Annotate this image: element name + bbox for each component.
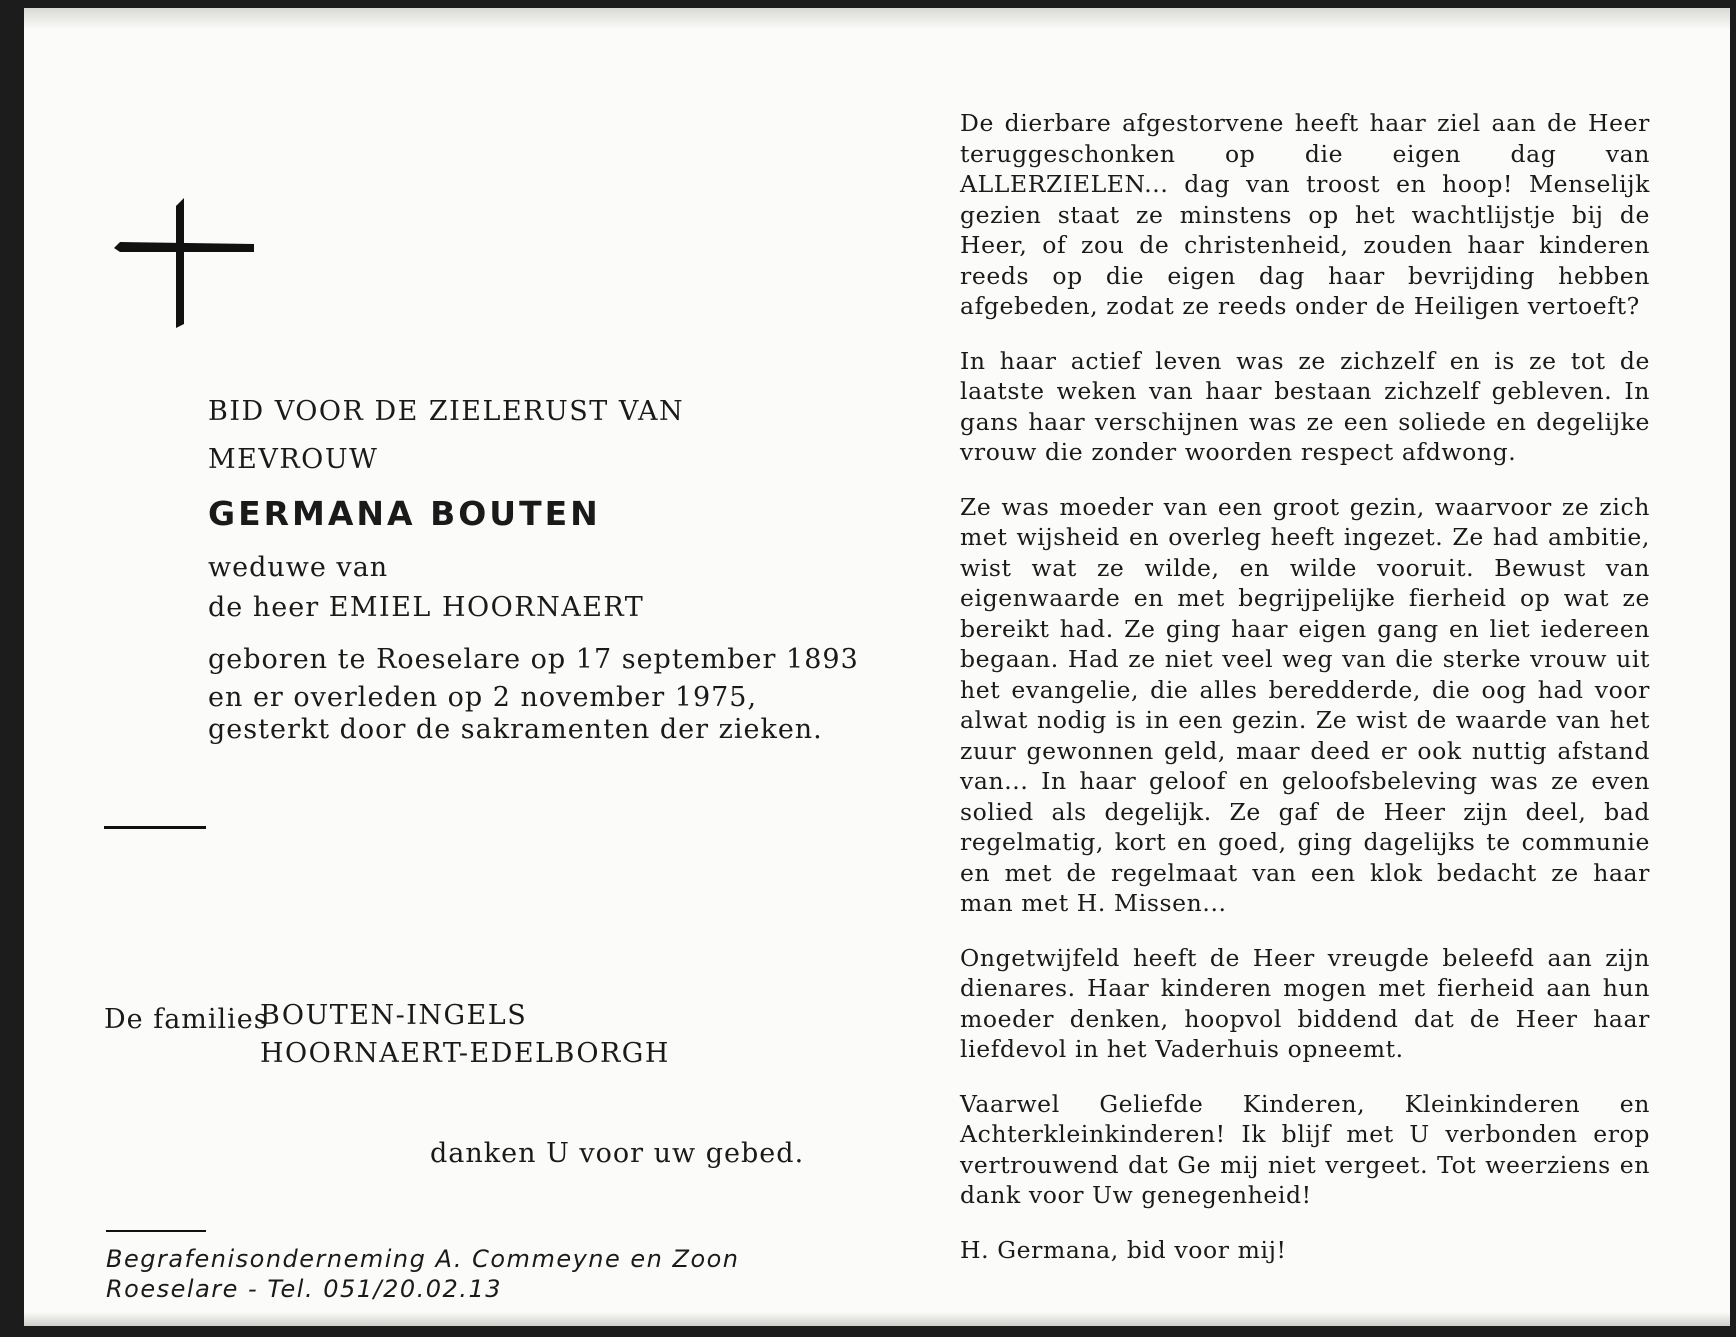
sacraments-line: gesterkt door de sakramenten der zieken. — [208, 714, 823, 745]
closing-prayer: H. Germana, bid voor mij! — [960, 1235, 1287, 1264]
prayer-request-heading: BID VOOR DE ZIELERUST VAN — [208, 396, 685, 427]
funeral-home-name: Begrafenisonderneming A. Commeyne en Zoon — [106, 1245, 740, 1273]
top-edge-shadow — [24, 8, 1730, 30]
eulogy-paragraph-2: In haar actief leven was ze zichzelf en is ze tot de laatste weken van haar bestaan zichzelf gebleven. In gans haar verschijnen was ze een soliede en degelijke vrouw die zonder woorden respect afdwong. — [960, 346, 1650, 466]
divider — [104, 826, 206, 829]
eulogy-paragraph-1: De dierbare afgestorvene heeft haar ziel aan de Heer teruggeschonken op die eigen dag van ALLERZIELEN... dag van troost en hoop! Menselijk gezien staat ze minstens op het wachtlijstje bij de Heer, of zou de christenheid, zouden haar kinderen reeds op die eigen dag haar bevrijding hebben afgebeden, zodat ze reeds onder de Heiligen vertoeft? — [960, 109, 1650, 320]
eulogy-paragraph-5: Vaarwel Geliefde Kinderen, Kleinkinderen en Achterkleinkinderen! Ik blijf met U verbonden erop vertrouwend dat Ge mij niet vergeet. Tot weerziens en dank voor Uw genegenheid! — [960, 1089, 1650, 1209]
family-name-1: BOUTEN-INGELS — [260, 1000, 528, 1031]
memorial-card — [24, 8, 1730, 1326]
widow-of-label: weduwe van — [208, 552, 389, 583]
death-line: en er overleden op 2 november 1975, — [208, 682, 758, 713]
thanks-line: danken U voor uw gebed. — [430, 1138, 805, 1169]
husband-line — [208, 592, 644, 623]
funeral-home-contact: Roeselare - Tel. 051/20.02.13 — [106, 1275, 502, 1303]
latin-cross-icon — [114, 198, 254, 328]
eulogy-paragraph-4: Ongetwijfeld heeft de Heer vreugde beleefd aan zijn dienares. Haar kinderen mogen met fierheid aan hun moeder denken, hoopvol biddend dat de Heer haar liefdevol in het Vaderhuis opneemt. — [960, 943, 1650, 1063]
funeral-home-imprint — [106, 1244, 740, 1304]
families-label: De families — [104, 1004, 269, 1035]
husband-name: EMIEL HOORNAERT — [328, 592, 645, 623]
bottom-edge-shadow — [24, 1312, 1730, 1326]
eulogy-paragraph-3: Ze was moeder van een groot gezin, waarvoor ze zich met wijsheid en overleg heeft ingezet. Ze had ambitie, wist wat ze wilde, en wilde vooruit. Bewust van eigenwaarde en met begrijpelijke fierheid op wat ze bereikt had. Ze ging haar eigen gang en liet iedereen begaan. Had ze niet veel weg van die sterke vrouw uit het evangelie, die alles beredderde, die oog had voor alwat nodig is in een gezin. Ze wist de waarde van het zuur gewonnen geld, maar deed er ook nuttig afstand van... In haar geloof en geloofsbeleving was ze even solied als degelijk. Ze gaf de Heer zijn deel, bad regelmatig, kort en goed, ging dagelijks te communie en met de regelmaat van een klok bedacht ze haar man met H. Missen... — [960, 492, 1650, 917]
footer-divider — [106, 1230, 206, 1232]
husband-prefix: de heer — [208, 592, 320, 623]
deceased-name: GERMANA BOUTEN — [208, 494, 601, 533]
family-name-2: HOORNAERT-EDELBORGH — [260, 1038, 670, 1069]
eulogy-text — [960, 108, 1650, 1289]
honorific: MEVROUW — [208, 444, 379, 475]
birth-line: geboren te Roeselare op 17 september 1893 — [208, 644, 859, 675]
